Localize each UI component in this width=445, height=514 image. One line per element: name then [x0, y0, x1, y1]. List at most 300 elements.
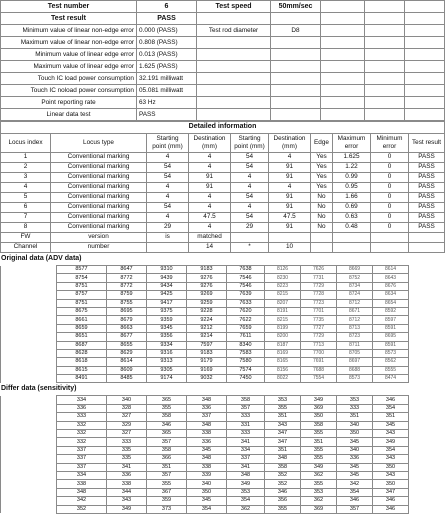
data-cell: 340 — [107, 396, 147, 404]
data-cell: 8573 — [337, 375, 373, 383]
data-cell: 9174 — [147, 375, 187, 383]
data-cell: 8659 — [57, 324, 107, 332]
data-cell: 338 — [187, 463, 227, 471]
data-cell: 8712 — [337, 299, 373, 307]
data-cell: 365 — [147, 430, 187, 438]
data-cell: 339 — [187, 471, 227, 479]
detail-cell: 4 — [147, 183, 189, 193]
differ-row — [1, 438, 445, 446]
differ-data-table — [0, 395, 445, 513]
detail-cell: 91 — [189, 173, 231, 183]
data-cell: 8751 — [57, 299, 107, 307]
channel-value: * — [231, 243, 269, 253]
data-cell: 8187 — [265, 341, 301, 349]
channel-sub: number — [51, 243, 147, 253]
detail-cell: 47.5 — [189, 213, 231, 223]
original-row — [1, 324, 445, 332]
detail-cell: PASS — [409, 223, 445, 233]
data-cell: 8591 — [373, 341, 409, 349]
detail-cell: No — [311, 203, 333, 213]
original-row — [1, 316, 445, 324]
data-cell: 327 — [107, 430, 147, 438]
data-cell: 8643 — [373, 274, 409, 282]
data-cell: 358 — [265, 463, 301, 471]
differ-row — [1, 421, 445, 429]
data-cell: 345 — [187, 446, 227, 454]
data-cell: 8688 — [337, 366, 373, 374]
data-cell: 9310 — [147, 266, 187, 274]
differ-rows — [1, 396, 445, 513]
detail-cell: 91 — [189, 183, 231, 193]
data-cell: 345 — [187, 497, 227, 505]
data-cell: 341 — [227, 438, 265, 446]
differ-row — [1, 488, 445, 496]
channel-value: 14 — [189, 243, 231, 253]
original-data-table — [0, 265, 445, 383]
detail-cell: 4 — [189, 203, 231, 213]
data-cell: 8609 — [107, 366, 147, 374]
data-cell: 7597 — [187, 341, 227, 349]
data-cell: 7546 — [227, 282, 265, 290]
summary-row-label: Minimum value of linear non-edge error — [1, 25, 137, 37]
data-cell: 8705 — [337, 349, 373, 357]
data-cell: 355 — [301, 446, 337, 454]
data-cell: 9305 — [147, 366, 187, 374]
data-cell: 354 — [187, 505, 227, 513]
data-cell: 8724 — [337, 291, 373, 299]
differ-row — [1, 396, 445, 404]
data-cell: 8215 — [265, 291, 301, 299]
differ-row — [1, 480, 445, 488]
detail-table — [0, 121, 445, 253]
data-cell: 8772 — [107, 274, 147, 282]
data-cell: 351 — [373, 413, 409, 421]
data-cell: 343 — [107, 497, 147, 505]
data-cell: 7639 — [227, 291, 265, 299]
data-cell: 8555 — [373, 366, 409, 374]
data-cell: 357 — [147, 471, 187, 479]
detail-cell: PASS — [409, 213, 445, 223]
detail-row — [1, 153, 445, 163]
detail-cell: 4 — [1, 183, 51, 193]
data-cell: 332 — [57, 430, 107, 438]
column-header: Test result — [409, 134, 445, 153]
data-cell: 353 — [265, 396, 301, 404]
detail-cell: 91 — [269, 163, 311, 173]
data-cell: 7727 — [301, 324, 337, 332]
data-cell: 340 — [337, 446, 373, 454]
rod-diameter-value: D8 — [271, 25, 321, 37]
data-cell: 8651 — [57, 333, 107, 341]
summary-row-value: 32.191 milliwatt — [137, 73, 197, 85]
detail-cell: 91 — [269, 223, 311, 233]
detail-cell: 4 — [269, 153, 311, 163]
data-cell: 346 — [373, 497, 409, 505]
data-cell: 329 — [107, 421, 147, 429]
fw-version-value: is — [147, 233, 189, 243]
data-cell: 8200 — [265, 333, 301, 341]
detail-cell: 4 — [231, 203, 269, 213]
detail-cell: 54 — [147, 163, 189, 173]
detail-cell: PASS — [409, 173, 445, 183]
data-cell: 333 — [227, 413, 265, 421]
detail-cell: Conventional marking — [51, 183, 147, 193]
data-cell: 8654 — [373, 299, 409, 307]
detail-cell: 3 — [1, 173, 51, 183]
data-cell: 351 — [301, 438, 337, 446]
data-cell: 348 — [57, 488, 107, 496]
differ-row — [1, 471, 445, 479]
data-cell: 347 — [373, 488, 409, 496]
data-cell: 336 — [187, 438, 227, 446]
data-cell: 349 — [301, 463, 337, 471]
data-cell: 367 — [147, 488, 187, 496]
data-cell: 348 — [227, 471, 265, 479]
data-cell: 7728 — [301, 291, 337, 299]
data-cell: 355 — [301, 480, 337, 488]
data-cell: 350 — [373, 480, 409, 488]
data-cell: 357 — [227, 404, 265, 412]
data-cell: 343 — [373, 455, 409, 463]
data-cell: 333 — [57, 413, 107, 421]
data-cell: 355 — [147, 404, 187, 412]
summary-row-value: 1.625 (PASS) — [137, 61, 197, 73]
test-number-value: 6 — [137, 1, 197, 13]
detail-cell: 0 — [371, 193, 409, 203]
detail-cell: Yes — [311, 173, 333, 183]
differ-row — [1, 404, 445, 412]
detail-cell: 4 — [189, 193, 231, 203]
fw-label: FW — [1, 233, 51, 243]
data-cell: 8671 — [337, 307, 373, 315]
data-cell: 344 — [107, 488, 147, 496]
data-cell: 343 — [265, 421, 301, 429]
detail-title: Detailed information — [1, 122, 445, 134]
detail-cell: Conventional marking — [51, 153, 147, 163]
data-cell: 355 — [301, 455, 337, 463]
data-cell: 9228 — [187, 307, 227, 315]
detail-cell: 4 — [147, 213, 189, 223]
data-cell: 8615 — [57, 366, 107, 374]
data-cell: 369 — [301, 505, 337, 513]
original-data-title: Original data (ADV data) — [1, 255, 82, 262]
fw-status: matched — [189, 233, 231, 243]
data-cell: 9359 — [147, 316, 187, 324]
data-cell: 7574 — [227, 366, 265, 374]
data-cell: 349 — [107, 505, 147, 513]
data-cell: 358 — [227, 396, 265, 404]
summary-row-label: Maximum value of linear non-edge error — [1, 37, 137, 49]
data-cell: 7731 — [301, 274, 337, 282]
data-cell: 8695 — [373, 333, 409, 341]
data-cell: 354 — [373, 404, 409, 412]
data-cell: 9313 — [147, 358, 187, 366]
detail-row — [1, 213, 445, 223]
data-cell: 8752 — [337, 274, 373, 282]
detail-cell: 1.22 — [333, 163, 371, 173]
data-cell: 9439 — [147, 274, 187, 282]
data-cell: 338 — [57, 480, 107, 488]
detail-cell: 6 — [1, 203, 51, 213]
column-header: Locus index — [1, 134, 51, 153]
data-cell: 327 — [107, 413, 147, 421]
data-cell: 332 — [57, 438, 107, 446]
data-cell: 8687 — [57, 341, 107, 349]
data-cell: 352 — [265, 480, 301, 488]
summary-row-label: Touch IC noload power consumption — [1, 85, 137, 97]
detail-cell: 91 — [269, 193, 311, 203]
data-cell: 9434 — [147, 282, 187, 290]
summary-row-value: 0.013 (PASS) — [137, 49, 197, 61]
data-cell: 336 — [57, 404, 107, 412]
detail-cell: Yes — [311, 183, 333, 193]
data-cell: 345 — [337, 463, 373, 471]
data-cell: 8618 — [57, 358, 107, 366]
data-cell: 337 — [57, 463, 107, 471]
original-row — [1, 282, 445, 290]
detail-cell: 0.48 — [333, 223, 371, 233]
data-cell: 8755 — [107, 299, 147, 307]
detail-cell: 4 — [189, 153, 231, 163]
summary-row-label: Maximum value of linear edge error — [1, 61, 137, 73]
detail-cell: 91 — [269, 203, 311, 213]
original-rows — [1, 266, 445, 383]
data-cell: 7554 — [301, 375, 337, 383]
data-cell: 7611 — [227, 333, 265, 341]
detail-cell: 0.69 — [333, 203, 371, 213]
data-cell: 7580 — [227, 358, 265, 366]
data-cell: 9425 — [147, 291, 187, 299]
detail-cell: 0 — [371, 183, 409, 193]
detail-cell: 29 — [231, 223, 269, 233]
data-cell: 357 — [147, 438, 187, 446]
data-cell: 8675 — [57, 307, 107, 315]
data-cell: 341 — [107, 463, 147, 471]
data-cell: 9316 — [147, 349, 187, 357]
data-cell: 9276 — [187, 282, 227, 290]
data-cell: 7450 — [227, 375, 265, 383]
detail-cell: Yes — [311, 163, 333, 173]
detail-row — [1, 193, 445, 203]
data-cell: 335 — [107, 455, 147, 463]
data-cell: 347 — [265, 430, 301, 438]
data-cell: 8592 — [373, 307, 409, 315]
data-cell: 336 — [107, 471, 147, 479]
data-cell: 8156 — [265, 366, 301, 374]
data-cell: 353 — [337, 396, 373, 404]
detail-cell: Yes — [311, 153, 333, 163]
detail-cell: 0 — [371, 153, 409, 163]
data-cell: 365 — [147, 396, 187, 404]
data-cell: 337 — [57, 455, 107, 463]
data-cell: 354 — [337, 488, 373, 496]
data-cell: 8677 — [107, 333, 147, 341]
data-cell: 7723 — [301, 299, 337, 307]
differ-data-title: Differ data (sensitivity) — [1, 385, 77, 393]
detail-cell: 54 — [231, 213, 269, 223]
data-cell: 7659 — [227, 324, 265, 332]
summary-row-label: Linear data test — [1, 109, 137, 121]
summary-row-label: Minimum value of linear edge error — [1, 49, 137, 61]
fw-version-label: version — [51, 233, 147, 243]
data-cell: 8669 — [337, 266, 373, 274]
data-cell: 7701 — [301, 307, 337, 315]
test-speed-value: 50mm/sec — [271, 1, 321, 13]
data-cell: 9212 — [187, 324, 227, 332]
data-cell: 362 — [301, 497, 337, 505]
data-cell: 8712 — [337, 316, 373, 324]
data-cell: 353 — [227, 488, 265, 496]
data-cell: 8340 — [227, 341, 265, 349]
data-cell: 7633 — [227, 299, 265, 307]
data-cell: 8614 — [107, 358, 147, 366]
data-cell: 7546 — [227, 274, 265, 282]
original-row — [1, 266, 445, 274]
data-cell: 8759 — [107, 291, 147, 299]
data-cell: 7620 — [227, 307, 265, 315]
detail-cell: No — [311, 213, 333, 223]
data-cell: 358 — [301, 421, 337, 429]
data-cell: 331 — [227, 421, 265, 429]
differ-row — [1, 497, 445, 505]
data-cell: 7735 — [301, 316, 337, 324]
data-cell: 349 — [373, 438, 409, 446]
data-cell: 333 — [337, 404, 373, 412]
test-result-value: PASS — [137, 13, 197, 25]
detail-cell: 7 — [1, 213, 51, 223]
data-cell: 7700 — [301, 349, 337, 357]
data-cell: 348 — [187, 421, 227, 429]
data-cell: 8655 — [107, 341, 147, 349]
detail-cell: 8 — [1, 223, 51, 233]
detail-cell: 4 — [231, 183, 269, 193]
data-cell: 9169 — [187, 366, 227, 374]
data-cell: 334 — [57, 471, 107, 479]
data-cell: 8628 — [57, 349, 107, 357]
detail-cell: Conventional marking — [51, 173, 147, 183]
detail-cell: 4 — [147, 153, 189, 163]
column-header: Starting point (mm) — [147, 134, 189, 153]
data-cell: 355 — [265, 404, 301, 412]
data-cell: 345 — [337, 471, 373, 479]
summary-row-value: 05.081 milliwatt — [137, 85, 197, 97]
data-cell: 335 — [107, 446, 147, 454]
summary-row-value: 63 Hz — [137, 97, 197, 109]
test-result-label: Test result — [1, 13, 137, 25]
data-cell: 8634 — [373, 291, 409, 299]
channel-value: 10 — [269, 243, 311, 253]
data-cell: 342 — [337, 480, 373, 488]
original-row — [1, 349, 445, 357]
data-cell: 9259 — [187, 299, 227, 307]
detail-cell: 0.99 — [333, 173, 371, 183]
detail-cell: Conventional marking — [51, 193, 147, 203]
summary-row-label: Point reporting rate — [1, 97, 137, 109]
detail-cell: 47.5 — [269, 213, 311, 223]
data-cell: 7638 — [227, 266, 265, 274]
data-cell: 8485 — [107, 375, 147, 383]
data-cell: 8647 — [107, 266, 147, 274]
detail-cell: 4 — [231, 173, 269, 183]
data-cell: 8223 — [265, 282, 301, 290]
data-cell: 369 — [301, 404, 337, 412]
column-header: Maximum error — [333, 134, 371, 153]
detail-cell: 54 — [147, 203, 189, 213]
column-header: Minimum error — [371, 134, 409, 153]
test-number-label: Test number — [1, 1, 137, 13]
detail-cell: 0 — [371, 223, 409, 233]
data-cell: 7583 — [227, 349, 265, 357]
detail-cell: 4 — [269, 183, 311, 193]
data-cell: 8697 — [337, 358, 373, 366]
data-cell: 340 — [337, 421, 373, 429]
data-cell: 8751 — [57, 282, 107, 290]
data-cell: 352 — [265, 471, 301, 479]
detail-row — [1, 223, 445, 233]
data-cell: 328 — [107, 404, 147, 412]
detail-cell: PASS — [409, 193, 445, 203]
data-cell: 7729 — [301, 282, 337, 290]
data-cell: 359 — [147, 497, 187, 505]
detail-cell: 0 — [371, 173, 409, 183]
data-cell: 8629 — [107, 349, 147, 357]
detail-cell: 0 — [371, 163, 409, 173]
data-cell: 8191 — [265, 307, 301, 315]
data-cell: 337 — [57, 446, 107, 454]
original-row — [1, 375, 445, 383]
data-cell: 8757 — [57, 291, 107, 299]
data-cell: 8661 — [57, 316, 107, 324]
data-cell: 8573 — [373, 349, 409, 357]
data-cell: 350 — [187, 488, 227, 496]
data-cell: 7729 — [301, 333, 337, 341]
column-header: Destination (mm) — [189, 134, 231, 153]
data-cell: 347 — [265, 438, 301, 446]
original-row — [1, 291, 445, 299]
column-header: Locus type — [51, 134, 147, 153]
data-cell: 8491 — [57, 375, 107, 383]
data-cell: 337 — [227, 455, 265, 463]
original-row — [1, 299, 445, 307]
data-cell: 8474 — [373, 375, 409, 383]
data-cell: 343 — [373, 471, 409, 479]
detail-cell: 29 — [147, 223, 189, 233]
data-cell: 355 — [301, 430, 337, 438]
data-cell: 340 — [187, 480, 227, 488]
data-cell: 343 — [373, 430, 409, 438]
data-cell: 346 — [373, 505, 409, 513]
detail-cell: 0.63 — [333, 213, 371, 223]
data-cell: 354 — [373, 446, 409, 454]
data-cell: 8679 — [107, 316, 147, 324]
detail-cell: 54 — [231, 153, 269, 163]
differ-row — [1, 455, 445, 463]
data-cell: 345 — [373, 421, 409, 429]
original-row — [1, 307, 445, 315]
data-cell: 8215 — [265, 316, 301, 324]
detail-cell: Conventional marking — [51, 163, 147, 173]
data-cell: 9334 — [147, 341, 187, 349]
data-cell: 348 — [187, 455, 227, 463]
column-header: Edge — [311, 134, 333, 153]
data-cell: 9375 — [147, 307, 187, 315]
data-cell: 8230 — [265, 274, 301, 282]
data-cell: 8614 — [373, 266, 409, 274]
data-cell: 8562 — [373, 358, 409, 366]
data-cell: 9356 — [147, 333, 187, 341]
data-cell: 9417 — [147, 299, 187, 307]
detail-cell: 2 — [1, 163, 51, 173]
